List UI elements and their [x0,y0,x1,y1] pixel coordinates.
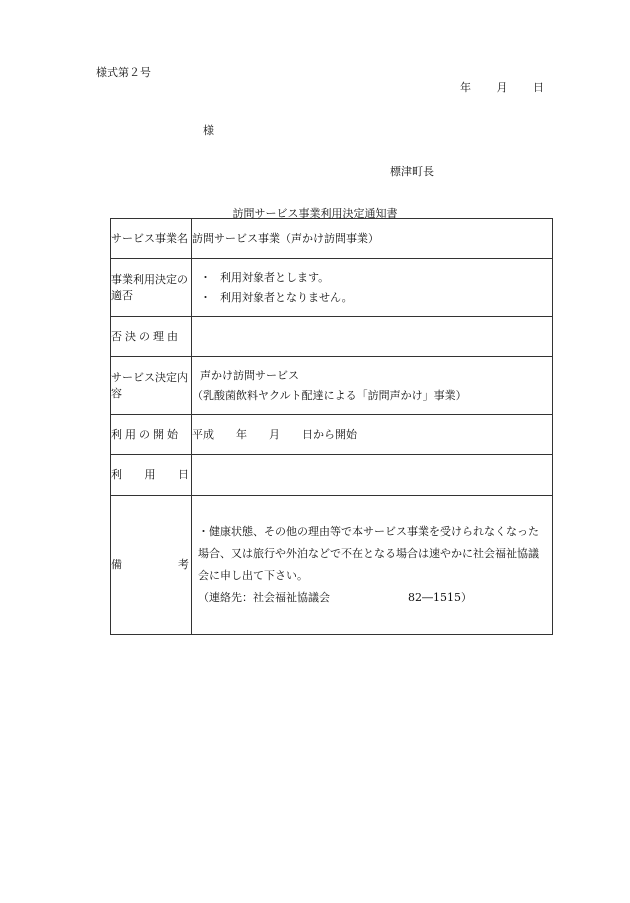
form-number: 様式第２号 [96,66,151,79]
remarks-label [111,496,192,635]
notification-form-table [110,218,553,635]
date-line [460,79,544,95]
remarks-label-char-1: 備 [111,558,122,571]
option-reject-text: 利用対象者となりません。 [220,290,353,304]
decision-label: 事業利用決定の適否 [111,259,192,317]
contact-organization: （連絡先：社会福祉協議会 [198,591,330,604]
start-year: 年 [236,427,247,441]
table-row-decision [111,259,553,317]
bullet-mark: ・ [200,290,211,304]
recipient-suffix: 様 [203,124,214,137]
date-day-label: 日 [533,81,544,94]
table-row-service-name [111,219,553,259]
bullet-mark: ・ [200,270,211,284]
service-name-value: 訪問サービス事業（声かけ訪問事業） [192,219,553,259]
issuer-name: 標津町長 [390,165,434,178]
table-row-start [111,415,553,455]
decision-options [192,259,553,317]
service-content-line-2: （乳酸菌飲料ヤクルト配達による「訪問声かけ」事業） [192,388,467,402]
rejection-reason-value [192,317,553,357]
option-approve-text: 利用対象者とします。 [220,270,330,284]
date-month-label: 月 [496,81,508,94]
usage-day-value [192,455,553,496]
contact-number: 82―1515） [408,591,472,604]
decision-option-reject [192,288,552,308]
remarks-text: ・健康状態、その他の理由等で本サービス事業を受けられなくなった場合、又は旅行や外泊などで不在となる場合は速やかに社会福祉協議会に申し出て下さい。 [198,525,539,582]
start-value [192,415,553,455]
service-content-value [192,357,553,415]
remarks-value [192,496,553,635]
rejection-reason-label: 否決の理由 [111,317,192,357]
usage-day-label [111,455,192,496]
start-era: 平成 [192,427,214,441]
document-title: 訪問サービス事業利用決定通知書 [232,207,398,220]
usage-day-label-char-3: 日 [178,468,189,481]
start-month: 月 [269,427,280,441]
date-year-label: 年 [460,81,471,94]
table-row-usage-day [111,455,553,496]
decision-option-approve [192,268,552,288]
usage-day-label-char-2: 用 [144,468,156,481]
remarks-contact [198,587,552,609]
service-content-label: サービス決定内容 [111,357,192,415]
table-row-service-content [111,357,553,415]
start-day-suffix: 日から開始 [302,427,357,441]
table-row-remarks [111,496,553,635]
service-name-label: サービス事業名 [111,219,192,259]
table-row-rejection-reason [111,317,553,357]
service-content-line-1: 声かけ訪問サービス [200,368,299,382]
usage-day-label-char-1: 利 [111,468,122,481]
remarks-label-char-2: 考 [178,558,189,571]
start-label: 利用の開始 [111,415,192,455]
